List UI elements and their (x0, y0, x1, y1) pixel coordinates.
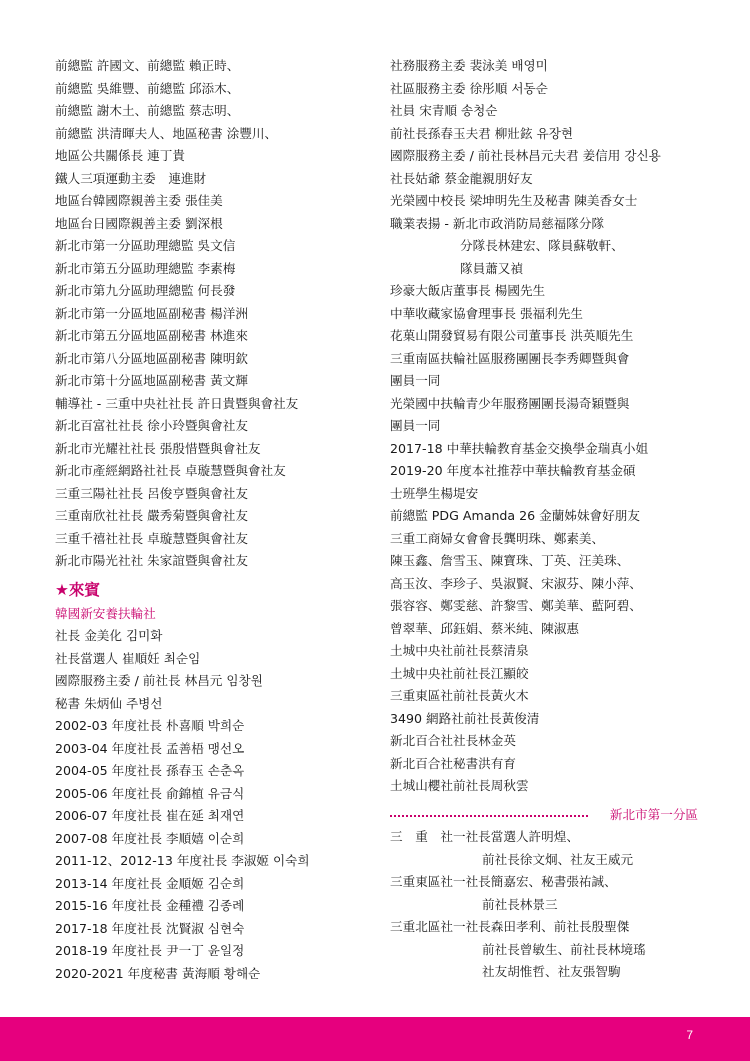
list-item: 2003-04 年度社長 孟善梧 맹선오 (55, 740, 245, 756)
club-group-3 (390, 916, 708, 984)
list-item: 輔導社 - 三重中央社社長 許日貴暨與會社友 (55, 395, 299, 411)
attendee-list-officers (55, 55, 373, 573)
list-item: 前總監 許國文、前總監 賴正時、 (55, 58, 240, 73)
list-item: 新北市第一分區地區副秘書 楊洋洲 (55, 305, 248, 321)
list-item: 2006-07 年度社長 崔在延 최재연 (55, 808, 245, 823)
list-item: 土城中央社前社長江顯皎 (390, 665, 529, 681)
list-item: 地區台韓國際親善主委 張佳美 (55, 193, 223, 208)
list-item: 職業表揚 - 新北市政消防局慈福隊分隊 (390, 215, 605, 231)
list-item: 前總監 吳維豐、前總監 邱添木、 (55, 80, 240, 96)
list-item: 三重東區社前社長黃火木 (390, 688, 529, 703)
list-item: 花菓山開發貿易有限公司董事長 洪英順先生 (390, 328, 634, 343)
list-item: 新北百合社秘書洪有育 (390, 755, 516, 771)
list-item: 2019-20 年度本社推荐中華扶輪教育基金碩 (390, 463, 636, 478)
list-item: 2002-03 年度社長 朴喜順 박희순 (55, 718, 245, 733)
list-item: 2015-16 年度社長 金種禮 김종례 (55, 898, 245, 913)
list-item: 新北市第十分區地區副秘書 黃文輝 (55, 373, 248, 388)
list-item: 土城中央社前社長蔡清泉 (390, 643, 529, 658)
club-group-head: 三重東區社一社長簡嘉宏、秘書張祐誠、 (390, 874, 617, 889)
list-item: 2013-14 年度社長 金順姬 김순희 (55, 875, 245, 891)
footer-bar (0, 1017, 750, 1061)
list-item: 新北市第九分區助理總監 何長發 (55, 283, 236, 298)
list-item: 2005-06 年度社長 俞錦植 유금식 (55, 785, 245, 801)
list-item: 2011-12、2012-13 年度社長 李淑姬 이숙희 (55, 853, 310, 868)
list-item: 前社長林景三 (482, 896, 558, 912)
list-item: 2007-08 年度社長 李順嬉 이순희 (55, 830, 245, 846)
list-item: 地區公共關係長 連丁貴 (55, 148, 185, 163)
list-item: 國際服務主委 / 前社長林昌元夫君 姜信用 강신용 (390, 148, 661, 163)
list-item: 新北市陽光社社 朱家誼暨與會社友 (55, 553, 248, 568)
dotted-rule (390, 815, 588, 817)
list-item: 三重南區扶輪社區服務團團長李秀卿暨與會 (390, 350, 630, 366)
guest-list (55, 625, 373, 985)
club-group-head: 三 重 社一社長當選人許明煌、 (390, 829, 579, 844)
attendee-list-indented (390, 235, 708, 280)
list-item: 新北市第五分區地區副秘書 林進來 (55, 328, 248, 343)
list-item: 曾翠華、邱鈺娟、蔡米純、陳淑惠 (390, 620, 579, 636)
right-column (390, 55, 708, 984)
list-item: 新北百合社社長林金英 (390, 733, 516, 748)
attendee-list-a (390, 55, 708, 235)
club-group-2 (390, 871, 708, 916)
list-item: 2017-18 中華扶輪教育基金交換學金瑞真小姐 (390, 440, 649, 456)
list-item: 3490 網路社前社長黃俊清 (390, 710, 540, 726)
list-item: 新北市第一分區助理總監 吳文信 (55, 238, 236, 253)
list-item: 社區服務主委 徐彤順 서동순 (390, 80, 548, 96)
list-item: 社友胡惟哲、社友張智駒 (482, 964, 621, 979)
list-item: 三重三陽社社長 呂俊亨暨與會社友 (55, 485, 248, 501)
guests-heading: ★來賓 (55, 580, 100, 599)
list-item: 珍豪大飯店董事長 楊國先生 (390, 283, 546, 298)
list-item: 陳玉鑫、詹雪玉、陳寶珠、丁英、汪美珠、 (390, 553, 630, 568)
list-item: 前總監 謝木土、前總監 蔡志明、 (55, 103, 240, 118)
list-item: 前社長曾敏生、前社長林境瑤 (482, 941, 646, 957)
left-column (55, 55, 373, 985)
list-item: 國際服務主委 / 前社長 林昌元 임창원 (55, 673, 263, 688)
list-item: 隊員蕭又禎 (460, 260, 523, 276)
list-item: 2018-19 年度社長 尹一丁 윤일정 (55, 943, 245, 958)
section-divider (390, 804, 708, 827)
list-item: 三重工商婦女會會長龔明珠、鄭素美、 (390, 530, 605, 546)
list-item: 新北市第五分區助理總監 李素梅 (55, 260, 236, 276)
list-item: 2020-2021 年度秘書 黃海順 황해순 (55, 965, 261, 981)
guest-club-name: 韓國新安養扶輪社 (55, 605, 156, 621)
list-item: 中華收藏家協會理事長 張福利先生 (390, 305, 583, 321)
list-item: 社長當選人 崔順妊 최순임 (55, 650, 201, 666)
list-item: 前社長徐文炯、社友王威元 (482, 851, 634, 867)
list-item: 地區台日國際親善主委 劉深根 (55, 215, 223, 231)
list-item: 高玉汝、李珍子、吳淑賢、宋淑芬、陳小萍、 (390, 575, 642, 591)
list-item: 2017-18 年度社長 沈賢淑 심현숙 (55, 920, 245, 936)
list-item: 團員一同 (390, 418, 441, 433)
list-item: 張容容、鄭雯慈、許黎雪、鄭美華、藍阿碧、 (390, 598, 642, 613)
list-item: 社務服務主委 裴泳美 배영미 (390, 58, 548, 73)
section-label: 新北市第一分區 (606, 804, 698, 827)
list-item: 前總監 洪清暉夫人、地區秘書 涂豐川、 (55, 125, 278, 141)
list-item: 光榮國中扶輪青少年服務團團長湯奇穎暨與 (390, 395, 630, 411)
club-group-1 (390, 826, 708, 871)
list-item: 前社長孫春玉夫君 柳壯鉉 유장현 (390, 125, 574, 141)
list-item: 三重千禧社社長 卓璇慧暨與會社友 (55, 530, 248, 546)
list-item: 秘書 朱炳仙 주병선 (55, 695, 163, 711)
list-item: 2004-05 年度社長 孫春玉 손춘옥 (55, 763, 245, 778)
list-item: 團員一同 (390, 373, 441, 388)
list-item: 士班學生楊堤安 (390, 485, 479, 501)
list-item: 光榮國中校長 梁坤明先生及秘書 陳美香女士 (390, 193, 638, 208)
list-item: 新北市產經網路社社長 卓璇慧暨與會社友 (55, 463, 286, 478)
list-item: 社長姑爺 蔡金龍親朋好友 (390, 170, 533, 186)
list-item: 土城山櫻社前社長周秋雲 (390, 778, 529, 793)
attendee-list-b (390, 280, 708, 798)
list-item: 三重南欣社社長 嚴秀菊暨與會社友 (55, 508, 248, 523)
list-item: 分隊長林建宏、隊員蘇敬軒、 (460, 238, 624, 253)
list-item: 社員 宋青順 송청순 (390, 103, 498, 118)
list-item: 新北市光耀社社長 張殷惜暨與會社友 (55, 440, 261, 456)
list-item: 前總監 PDG Amanda 26 金蘭姊妹會好朋友 (390, 508, 640, 523)
list-item: 新北百富社社長 徐小玲暨與會社友 (55, 418, 248, 433)
club-group-head: 三重北區社一社長森田孝利、前社長殷聖傑 (390, 919, 630, 934)
list-item: 新北市第八分區地區副秘書 陳明欽 (55, 350, 248, 366)
list-item: 社長 金美化 김미화 (55, 628, 163, 643)
page-number: 7 (686, 1028, 693, 1042)
list-item: 鐵人三項運動主委 連進財 (55, 170, 207, 186)
